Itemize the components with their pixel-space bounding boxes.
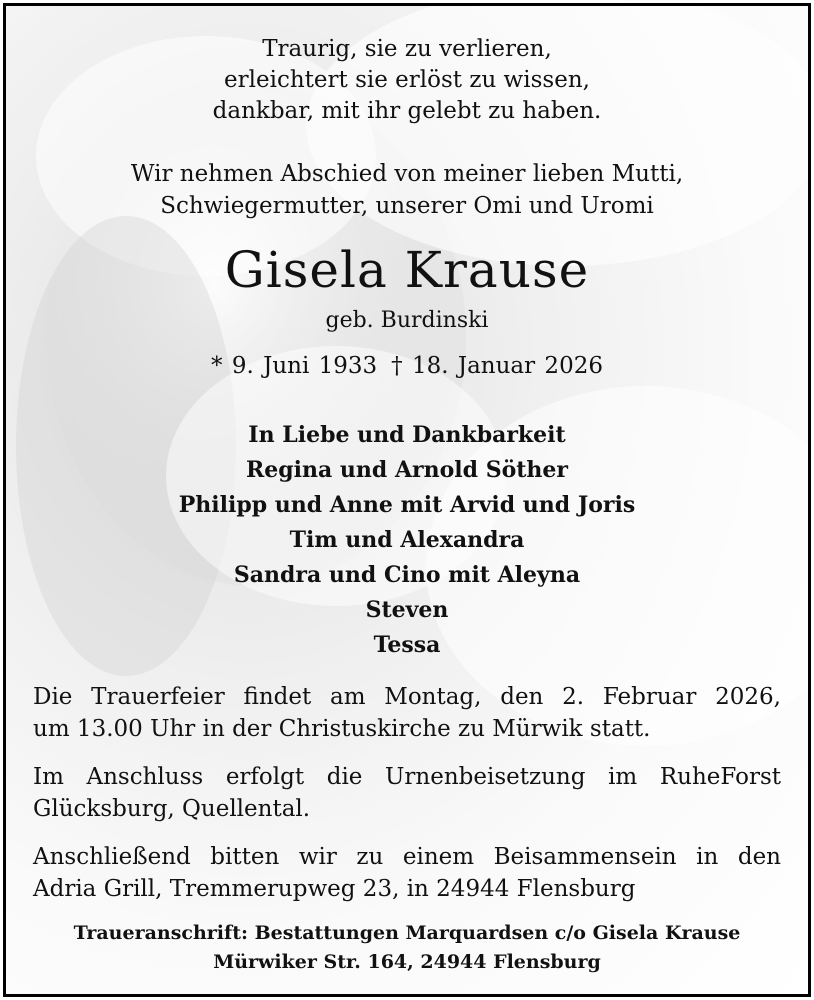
ceremony-details: [33, 681, 781, 921]
paragraph-line: Anschließend bitten wir zu einem Beisammensein in den: [33, 844, 781, 870]
mourner-line: Tim und Alexandra: [289, 527, 525, 553]
mourners-list: [6, 418, 808, 663]
mourner-line: In Liebe und Dankbarkeit: [248, 422, 566, 448]
mourner-line: Philipp und Anne mit Arvid und Joris: [178, 492, 636, 518]
paragraph-line: Die Trauerfeier findet am Montag, den 2. Februar 2026,: [33, 684, 781, 710]
paragraph-line: Im Anschluss erfolgt die Urnenbeisetzung im RuheForst: [33, 764, 781, 790]
life-dates: [6, 350, 808, 382]
mourner-line: Steven: [365, 597, 449, 623]
burial-paragraph: [33, 761, 781, 825]
death-date: † 18. Januar 2026: [391, 353, 603, 379]
gathering-paragraph: [33, 841, 781, 905]
maiden-name: geb. Burdinski: [325, 308, 489, 333]
address-line: Traueranschrift: Bestattungen Marquardsen c/o Gisela Krause: [73, 922, 741, 944]
mourner-line: Sandra und Cino mit Aleyna: [233, 562, 581, 588]
memorial-poem: [6, 34, 808, 127]
mourning-address: [6, 919, 808, 977]
poem-line: Traurig, sie zu verlieren,: [262, 36, 552, 62]
mourner-line: Tessa: [373, 632, 441, 658]
poem-line: dankbar, mit ihr gelebt zu haben.: [212, 98, 602, 124]
mourner-line: Regina und Arnold Söther: [246, 457, 568, 483]
address-line: Mürwiker Str. 164, 24944 Flensburg: [213, 951, 601, 973]
deceased-name: Gisela Krause: [224, 241, 590, 299]
paragraph-line: um 13.00 Uhr in der Christuskirche zu Mürwik statt.: [33, 716, 651, 742]
paragraph-line: Glücksburg, Quellental.: [33, 796, 311, 822]
farewell-intro: [6, 158, 808, 222]
funeral-service-paragraph: [33, 681, 781, 745]
poem-line: erleichtert sie erlöst zu wissen,: [224, 67, 590, 93]
intro-line: Schwiegermutter, unserer Omi und Uromi: [160, 193, 654, 219]
birth-date: * 9. Juni 1933: [211, 353, 378, 379]
intro-line: Wir nehmen Abschied von meiner lieben Mutti,: [130, 161, 684, 187]
paragraph-line: Adria Grill, Tremmerupweg 23, in 24944 Flensburg: [33, 876, 636, 902]
obituary-notice: [3, 3, 811, 997]
